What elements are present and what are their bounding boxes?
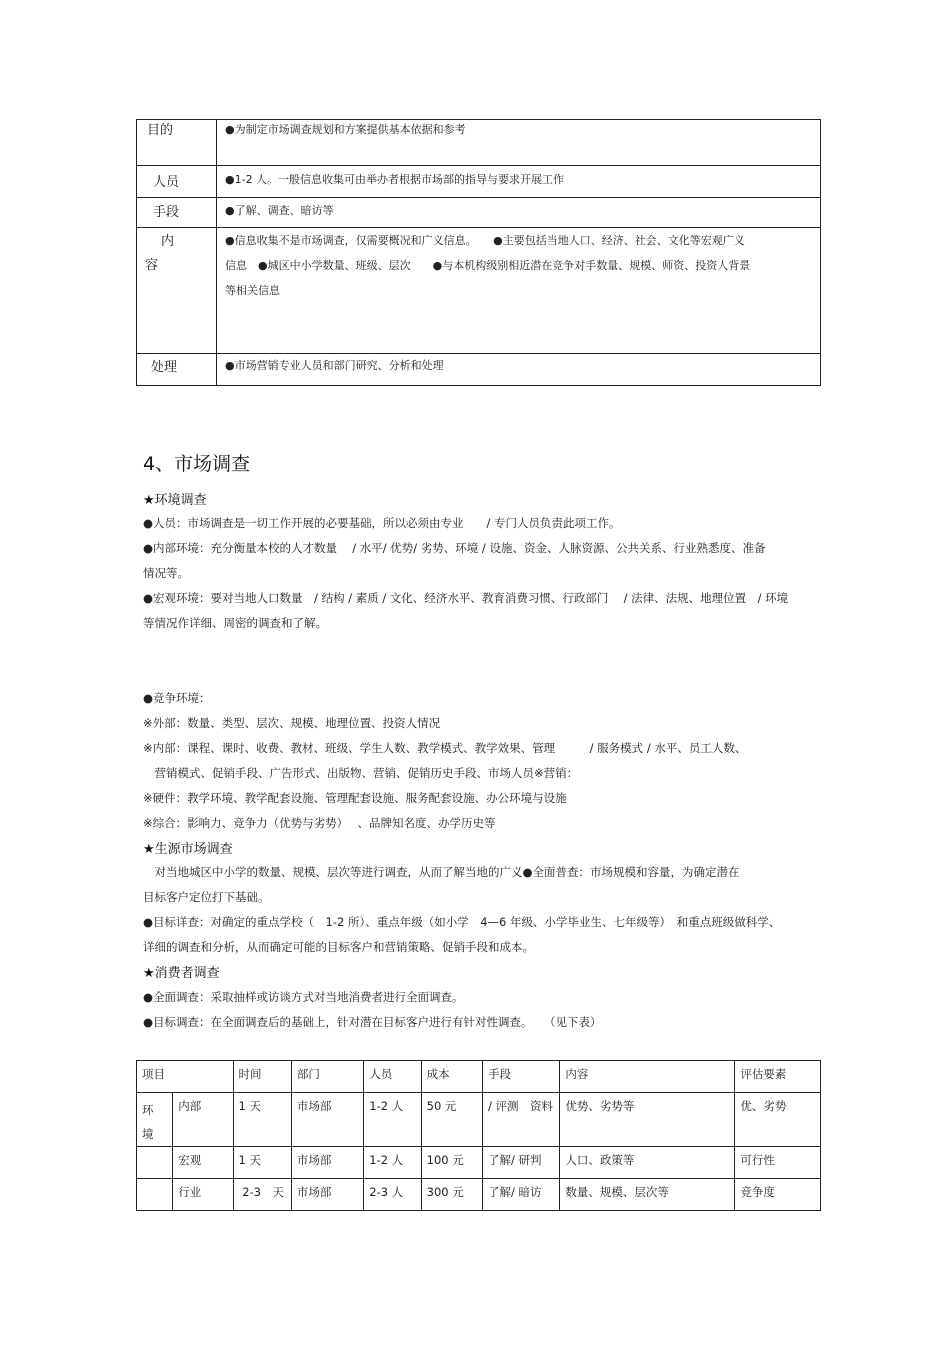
row-label-purpose: 目的: [137, 120, 217, 166]
header-dept: 部门: [291, 1061, 363, 1093]
table-cell: [137, 1147, 173, 1179]
table-row: [137, 1179, 821, 1211]
table-cell: 数量、规模、层次等: [560, 1179, 735, 1211]
header-item: 项目: [137, 1061, 234, 1093]
header-eval: 评估要素: [735, 1061, 821, 1093]
table-row: [137, 1147, 821, 1179]
table-cell: 2-3 人: [364, 1179, 421, 1211]
table-cell: 优、劣势: [735, 1093, 821, 1147]
table-cell: 市场部: [291, 1147, 363, 1179]
env-line-3: 情况等。: [143, 566, 189, 580]
survey-plan-table: [136, 1060, 821, 1211]
group-label-cell: 环 境: [137, 1093, 173, 1147]
table-cell: 竞争度: [735, 1179, 821, 1211]
source-line-2: 目标客户定位打下基础。: [143, 890, 270, 904]
consumer-survey-title: ★消费者调查: [143, 966, 220, 981]
table-cell: 1-2 人: [364, 1147, 421, 1179]
table-row: [137, 354, 821, 386]
row-label-processing: 处理: [137, 354, 217, 386]
table-cell: 300 元: [421, 1179, 482, 1211]
env-line-1: ●人员：市场调查是一切工作开展的必要基础，所以必须由专业 / 专门人员负责此项工作。: [143, 516, 621, 530]
env-line-2: ●内部环境：充分衡量本校的人才数量 / 水平/ 优势/ 劣势、环境 / 设施、资金、人脉资源、公共关系、行业熟悉度、准备: [143, 541, 766, 555]
table-cell: 1 天: [233, 1147, 291, 1179]
consumer-line-2: ●目标调查：在全面调查后的基础上，针对潜在目标客户进行有针对性调查。 （见下表）: [143, 1015, 602, 1029]
header-cost: 成本: [421, 1061, 482, 1093]
env-line-5: 等情况作详细、周密的调查和了解。: [143, 616, 327, 630]
table-row: [137, 1093, 821, 1147]
table-cell: 市场部: [291, 1093, 363, 1147]
consumer-line-1: ●全面调查：采取抽样或访谈方式对当地消费者进行全面调查。: [143, 990, 464, 1004]
table-cell: 市场部: [291, 1179, 363, 1211]
table-cell: 了解/ 暗访: [482, 1179, 559, 1211]
table-row: [137, 228, 821, 354]
env-survey-title: ★环境调查: [143, 493, 207, 508]
table-row: [137, 120, 821, 166]
table-cell: 内部: [173, 1093, 233, 1147]
table-row: [137, 166, 821, 198]
comp-line-2: ※外部：数量、类型、层次、规模、地理位置、投资人情况: [143, 716, 441, 730]
header-means: 手段: [482, 1061, 559, 1093]
row-text-purpose: ●为制定市场调查规划和方案提供基本依据和参考: [217, 120, 821, 166]
source-line-1: 对当地城区中小学的数量、规模、层次等进行调查，从而了解当地的广义●全面普查：市场规模和容量，为确定潜在: [143, 865, 740, 879]
comp-line-6: ※综合：影响力、竞争力（优势与劣势） 、品牌知名度、办学历史等: [143, 816, 496, 830]
table-cell: 优势、劣势等: [560, 1093, 735, 1147]
header-personnel: 人员: [364, 1061, 421, 1093]
table-cell: 50 元: [421, 1093, 482, 1147]
row-label-content: 内 容: [137, 228, 217, 354]
row-text-personnel: ●1-2 人。一般信息收集可由举办者根据市场部的指导与要求开展工作: [217, 166, 821, 198]
table-cell: [137, 1179, 173, 1211]
header-time: 时间: [233, 1061, 291, 1093]
row-text-processing: ●市场营销专业人员和部门研究、分析和处理: [217, 354, 821, 386]
table-cell: 2-3 天: [233, 1179, 291, 1211]
info-collection-table: [136, 119, 821, 386]
comp-line-4: 营销模式、促销手段、广告形式、出版物、营销、促销历史手段、市场人员※营销：: [143, 766, 579, 780]
row-text-means: ●了解、调查、暗访等: [217, 198, 821, 228]
table-row: [137, 198, 821, 228]
source-line-3: ●目标详查：对确定的重点学校（ 1-2 所）、重点年级（如小学 4—6 年级、小学毕业生、七年级等） 和重点班级做科学、: [143, 915, 781, 929]
comp-line-5: ※硬件：教学环境、教学配套设施、管理配套设施、服务配套设施、办公环境与设施: [143, 791, 567, 805]
table-cell: 人口、政策等: [560, 1147, 735, 1179]
row-label-personnel: 人员: [137, 166, 217, 198]
env-line-4: ●宏观环境：要对当地人口数量 / 结构 / 素质 / 文化、经济水平、教育消费习惯、行政部门 / 法律、法规、地理位置 / 环境: [143, 591, 789, 605]
table-cell: 1-2 人: [364, 1093, 421, 1147]
comp-line-1: ●竞争环境：: [143, 691, 211, 705]
row-label-means: 手段: [137, 198, 217, 228]
table-header-row: [137, 1061, 821, 1093]
table-cell: 1 天: [233, 1093, 291, 1147]
table-cell: 宏观: [173, 1147, 233, 1179]
table-cell: 了解/ 研判: [482, 1147, 559, 1179]
source-line-4: 详细的调查和分析，从而确定可能的目标客户和营销策略、促销手段和成本。: [143, 940, 534, 954]
header-content: 内容: [560, 1061, 735, 1093]
table-cell: 行业: [173, 1179, 233, 1211]
table-cell: 可行性: [735, 1147, 821, 1179]
row-text-content: ●信息收集不是市场调查，仅需要概况和广义信息。 ●主要包括当地人口、经济、社会、文化等宏观广义 信息 ●城区中小学数量、班级、层次 ●与本机构级别相近潜在竞争对手数量、规模、师资、投资人背景 等相关信息: [217, 228, 821, 354]
section-heading: 4、市场调查: [143, 453, 251, 475]
table-cell: / 评测 资料: [482, 1093, 559, 1147]
source-survey-title: ★生源市场调查: [143, 842, 233, 857]
comp-line-3: ※内部：课程、课时、收费、教材、班级、学生人数、教学模式、教学效果、管理 / 服务模式 / 水平、员工人数、: [143, 741, 747, 755]
table-cell: 100 元: [421, 1147, 482, 1179]
